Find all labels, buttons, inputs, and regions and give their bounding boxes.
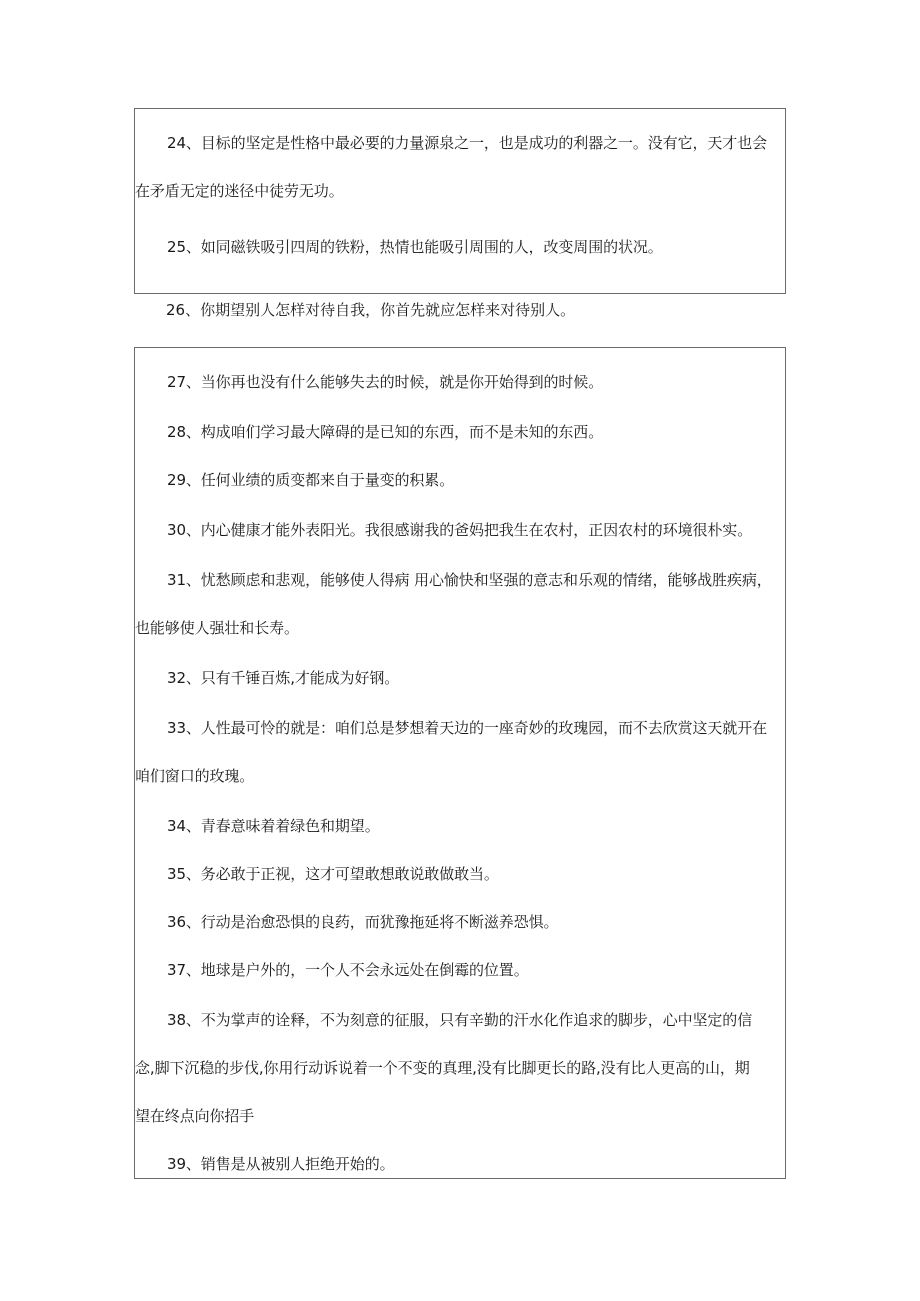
quote-39	[135, 1140, 785, 1188]
quote-24-line-1: 24、目标的坚定是性格中最必要的力量源泉之一，也是成功的利器之一。没有它，天才也会	[167, 134, 767, 152]
quote-28	[135, 408, 785, 456]
quote-34	[135, 802, 785, 850]
quote-27-line-1: 27、当你再也没有什么能够失去的时候，就是你开始得到的时候。	[167, 373, 604, 391]
quote-38-line-1: 38、不为掌声的诠释，不为刻意的征服，只有辛勤的汗水化作追求的脚步，心中坚定的信	[167, 1011, 753, 1029]
quote-31	[135, 556, 785, 652]
quote-36-line-1: 36、行动是治愈恐惧的良药，而犹豫拖延将不断滋养恐惧。	[167, 913, 559, 931]
quote-29	[135, 456, 785, 504]
quote-33-line-1: 33、人性最可怜的就是：咱们总是梦想着天边的一座奇妙的玫瑰园，而不去欣赏这天就开在	[167, 719, 767, 737]
quote-39-line-1: 39、销售是从被别人拒绝开始的。	[167, 1155, 395, 1173]
quote-33-line-2: 咱们窗口的玫瑰。	[135, 767, 255, 785]
quote-38-line-3: 望在终点向你招手	[135, 1107, 255, 1125]
quote-24	[135, 119, 785, 215]
quote-31-line-2: 也能够使人强壮和长寿。	[135, 619, 299, 637]
quote-37-line-1: 37、地球是户外的，一个人不会永远处在倒霉的位置。	[167, 961, 529, 979]
quote-34-line-1: 34、青春意味着着绿色和期望。	[167, 817, 380, 835]
quote-37	[135, 946, 785, 994]
quote-box-2	[134, 347, 786, 1179]
quote-box-1	[134, 108, 786, 294]
quote-35	[135, 850, 785, 898]
quote-30	[135, 506, 785, 554]
quote-33	[135, 704, 785, 800]
quote-25-line-1: 25、如同磁铁吸引四周的铁粉，热情也能吸引周围的人，改变周围的状况。	[167, 238, 663, 256]
quote-30-line-1: 30、内心健康才能外表阳光。我很感谢我的爸妈把我生在农村，正因农村的环境很朴实。	[167, 521, 753, 539]
quote-24-line-2: 在矛盾无定的迷径中徒劳无功。	[135, 182, 344, 200]
quote-38	[135, 996, 785, 1140]
quote-32-line-1: 32、只有千锤百炼,才能成为好钢。	[167, 669, 400, 687]
quote-29-line-1: 29、任何业绩的质变都来自于量变的积累。	[167, 471, 455, 489]
quote-35-line-1: 35、务必敢于正视，这才可望敢想敢说敢做敢当。	[167, 865, 499, 883]
quote-32	[135, 654, 785, 702]
quote-31-line-1: 31、忧愁顾虑和悲观，能够使人得病 用心愉快和坚强的意志和乐观的情绪，能够战胜疾病，	[167, 571, 772, 589]
quote-28-line-1: 28、构成咱们学习最大障碍的是已知的东西，而不是未知的东西。	[167, 423, 604, 441]
quote-26: 26、你期望别人怎样对待自我，你首先就应怎样来对待别人。	[166, 301, 576, 319]
quote-36	[135, 898, 785, 946]
quote-27	[135, 358, 785, 406]
quote-38-line-2: 念,脚下沉稳的步伐,你用行动诉说着一个不变的真理,没有比脚更长的路,没有比人更高的山，期	[135, 1059, 750, 1077]
quote-25	[135, 223, 785, 271]
